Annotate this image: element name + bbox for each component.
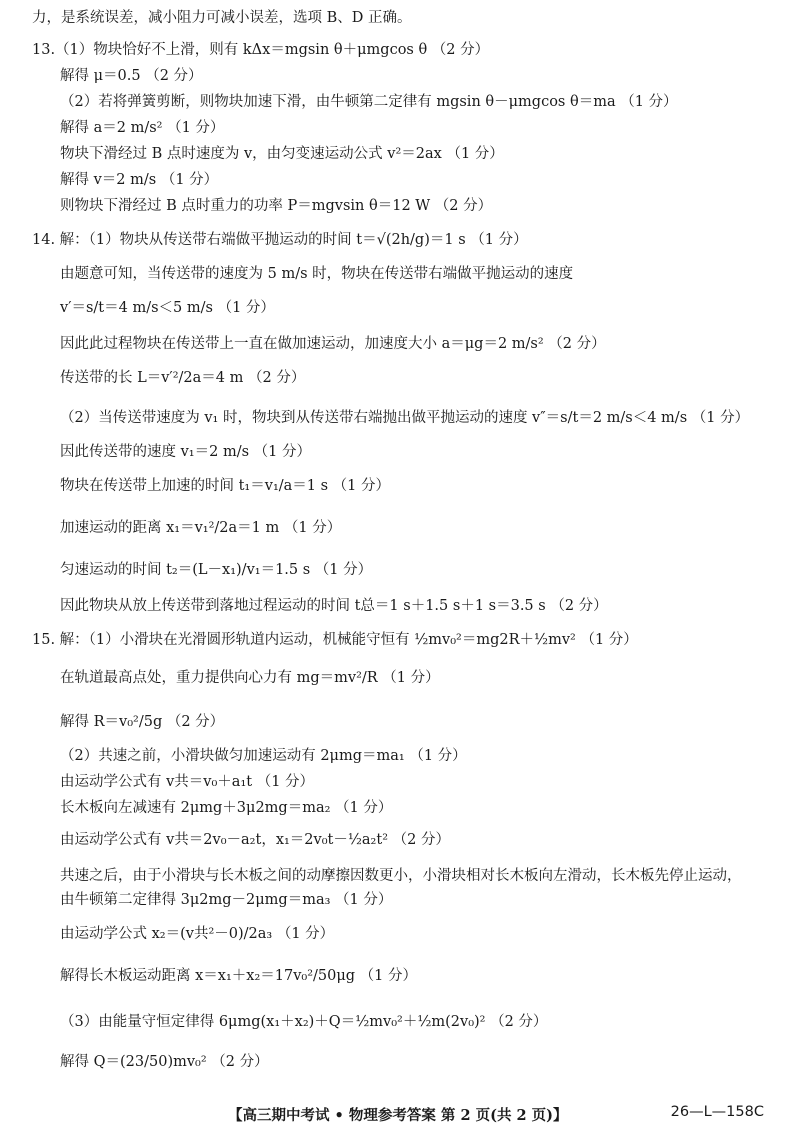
text-line: 解得 v＝2 m/s （1 分）	[60, 172, 219, 188]
text-line: 因此此过程物块在传送带上一直在做加速运动，加速度大小 a＝μg＝2 m/s² （2 分）	[60, 336, 606, 352]
text-line: 力，是系统误差，减小阻力可减小误差，选项 B、D 正确。	[32, 10, 412, 26]
text-line: 解得 Q＝(23/50)mv₀² （2 分）	[60, 1054, 269, 1070]
text-line: 在轨道最高点处，重力提供向心力有 mg＝mv²/R （1 分）	[60, 670, 440, 686]
text-line: 解得长木板运动距离 x＝x₁＋x₂＝17v₀²/50μg （1 分）	[60, 968, 418, 984]
text-line: 由运动学公式有 v共＝2v₀－a₂t，x₁＝2v₀t－½a₂t² （2 分）	[60, 832, 450, 848]
page-footer	[0, 1104, 800, 1126]
text-line: （3）由能量守恒定律得 6μmg(x₁＋x₂)＋Q＝½mv₀²＋½m(2v₀)² （2 分）	[60, 1014, 548, 1030]
text-line: 15. 解：（1）小滑块在光滑圆形轨道内运动，机械能守恒有 ½mv₀²＝mg2R＋½mv² （1 分）	[32, 632, 638, 648]
text-line: 14. 解：（1）物块从传送带右端做平抛运动的时间 t＝√(2h/g)＝1 s （1 分）	[32, 232, 528, 248]
text-line: 解得 a＝2 m/s² （1 分）	[60, 120, 225, 136]
text-line: （2）若将弹簧剪断，则物块加速下滑，由牛顿第二定律有 mgsin θ－μmgcos θ＝ma （1 分）	[60, 94, 678, 110]
text-line: 13.（1）物块恰好不上滑，则有 kΔx＝mgsin θ＋μmgcos θ （2 分）	[32, 42, 490, 58]
text-line: 由题意可知，当传送带的速度为 5 m/s 时，物块在传送带右端做平抛运动的速度	[60, 266, 574, 282]
text-line: 由牛顿第二定律得 3μ2mg－2μmg＝ma₃ （1 分）	[60, 892, 393, 908]
text-line: 解得 μ＝0.5 （2 分）	[60, 68, 203, 84]
text-line: （2）共速之前，小滑块做匀加速运动有 2μmg＝ma₁ （1 分）	[60, 748, 467, 764]
text-line: 长木板向左减速有 2μmg＋3μ2mg＝ma₂ （1 分）	[60, 800, 393, 816]
footer-code: 26—L—158C	[670, 1104, 764, 1120]
text-line: 因此物块从放上传送带到落地过程运动的时间 t总＝1 s＋1.5 s＋1 s＝3.5 s （2 分）	[60, 598, 608, 614]
footer-title: 【高三期中考试 • 物理参考答案 第 2 页(共 2 页)】	[228, 1107, 568, 1124]
text-line: 共速之后，由于小滑块与长木板之间的动摩擦因数更小，小滑块相对长木板向左滑动，长木板先停止运动，	[60, 868, 742, 884]
text-line: 由运动学公式 x₂＝(v共²－0)/2a₃ （1 分）	[60, 926, 335, 942]
text-line: 因此传送带的速度 v₁＝2 m/s （1 分）	[60, 444, 311, 460]
text-line: 解得 R＝v₀²/5g （2 分）	[60, 714, 225, 730]
text-line: 则物块下滑经过 B 点时重力的功率 P＝mgvsin θ＝12 W （2 分）	[60, 198, 493, 214]
text-line: （2）当传送带速度为 v₁ 时，物块到从传送带右端抛出做平抛运动的速度 v″＝s/t＝2 m/s＜4 m/s （1 分）	[60, 410, 750, 426]
text-line: v′＝s/t＝4 m/s＜5 m/s （1 分）	[60, 300, 275, 316]
text-line: 物块下滑经过 B 点时速度为 v，由匀变速运动公式 v²＝2ax （1 分）	[60, 146, 504, 162]
text-line: 物块在传送带上加速的时间 t₁＝v₁/a＝1 s （1 分）	[60, 478, 391, 494]
text-line: 由运动学公式有 v共＝v₀＋a₁t （1 分）	[60, 774, 315, 790]
text-line: 匀速运动的时间 t₂＝(L－x₁)/v₁＝1.5 s （1 分）	[60, 562, 373, 578]
text-line: 传送带的长 L＝v′²/2a＝4 m （2 分）	[60, 370, 306, 386]
text-line: 加速运动的距离 x₁＝v₁²/2a＝1 m （1 分）	[60, 520, 342, 536]
